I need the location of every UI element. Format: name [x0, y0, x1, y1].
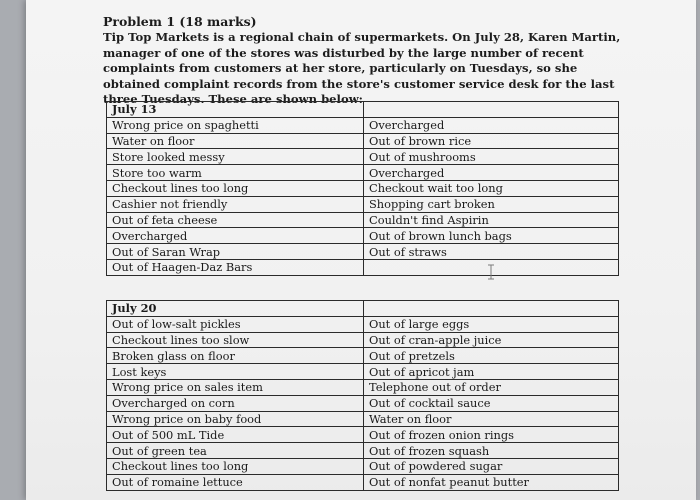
complaint-cell-right: Overcharged [364, 165, 619, 181]
complaint-cell-right: Checkout wait too long [364, 180, 619, 196]
complaint-cell-left: Wrong price on spaghetti [107, 117, 364, 133]
table-row [107, 316, 619, 332]
table-row [107, 379, 619, 395]
complaint-cell-left: Water on floor [107, 133, 364, 149]
table-row [107, 165, 619, 181]
complaint-cell-left: Out of Haagen-Daz Bars [107, 259, 364, 275]
complaint-cell-left: Lost keys [107, 364, 364, 380]
complaint-cell-right: Out of brown lunch bags [364, 228, 619, 244]
complaint-cell-left: Store too warm [107, 165, 364, 181]
complaint-cell-left: Checkout lines too slow [107, 332, 364, 348]
table-row [107, 332, 619, 348]
complaint-cell-right: Out of mushrooms [364, 149, 619, 165]
table-row [107, 474, 619, 490]
table-row [107, 180, 619, 196]
complaint-cell-left: Out of Saran Wrap [107, 244, 364, 260]
complaint-cell-right: Out of cocktail sauce [364, 395, 619, 411]
table-row [107, 411, 619, 427]
complaint-cell-left: Wrong price on baby food [107, 411, 364, 427]
table-row [107, 149, 619, 165]
complaint-cell-left: Out of green tea [107, 443, 364, 459]
complaint-cell-right: Out of large eggs [364, 316, 619, 332]
table-row [107, 395, 619, 411]
complaint-cell-left: Broken glass on floor [107, 348, 364, 364]
table-row [107, 259, 619, 275]
table-header-row [107, 301, 619, 317]
complaint-cell-right: Out of straws [364, 244, 619, 260]
complaint-cell-left: Out of low-salt pickles [107, 316, 364, 332]
complaint-cell-right: Shopping cart broken [364, 196, 619, 212]
table-row [107, 196, 619, 212]
complaint-cell-left: Out of feta cheese [107, 212, 364, 228]
table-header-spacer [364, 102, 619, 118]
table-header-spacer [364, 301, 619, 317]
complaint-cell-right: Water on floor [364, 411, 619, 427]
table-row [107, 228, 619, 244]
problem-statement [103, 14, 623, 108]
complaint-cell-left: Checkout lines too long [107, 458, 364, 474]
table-row [107, 133, 619, 149]
complaints-table-july-13 [106, 101, 619, 276]
complaint-cell-left: Wrong price on sales item [107, 379, 364, 395]
complaint-cell-right: Couldn't find Aspirin [364, 212, 619, 228]
problem-title: Problem 1 (18 marks) [103, 14, 257, 29]
complaint-cell-left: Checkout lines too long [107, 180, 364, 196]
complaint-cell-right: Out of powdered sugar [364, 458, 619, 474]
table-header-date: July 20 [107, 301, 364, 317]
complaint-cell-left: Out of 500 mL Tide [107, 427, 364, 443]
table-row [107, 427, 619, 443]
complaints-table-july-20 [106, 300, 619, 491]
problem-text: Tip Top Markets is a regional chain of supermarkets. On July 28, Karen Martin, manager of one of the stores was disturbed by the large number of recent complaints from customers at her store, particularly on Tuesdays, so she obtained complaint records from the store's customer service desk for the last three Tuesdays. These are shown below: [103, 30, 621, 106]
complaint-cell-right: Out of cran-apple juice [364, 332, 619, 348]
table-row [107, 244, 619, 260]
complaint-cell-left: Overcharged on corn [107, 395, 364, 411]
table-row [107, 348, 619, 364]
table-row [107, 458, 619, 474]
complaint-cell-right: Out of frozen onion rings [364, 427, 619, 443]
table-row [107, 364, 619, 380]
table-header-row [107, 102, 619, 118]
complaint-cell-right: Out of brown rice [364, 133, 619, 149]
complaint-cell-right: Overcharged [364, 117, 619, 133]
table-row [107, 212, 619, 228]
table-row [107, 117, 619, 133]
complaint-cell-left: Out of romaine lettuce [107, 474, 364, 490]
complaint-cell-right: Out of nonfat peanut butter [364, 474, 619, 490]
complaint-cell-left: Store looked messy [107, 149, 364, 165]
text-cursor-icon [487, 264, 495, 280]
complaint-cell-left: Cashier not friendly [107, 196, 364, 212]
table-row [107, 443, 619, 459]
complaint-cell-left: Overcharged [107, 228, 364, 244]
complaint-cell-right: Out of apricot jam [364, 364, 619, 380]
complaint-cell-right: Out of frozen squash [364, 443, 619, 459]
complaint-cell-right: Telephone out of order [364, 379, 619, 395]
table-header-date: July 13 [107, 102, 364, 118]
complaint-cell-right: Out of pretzels [364, 348, 619, 364]
